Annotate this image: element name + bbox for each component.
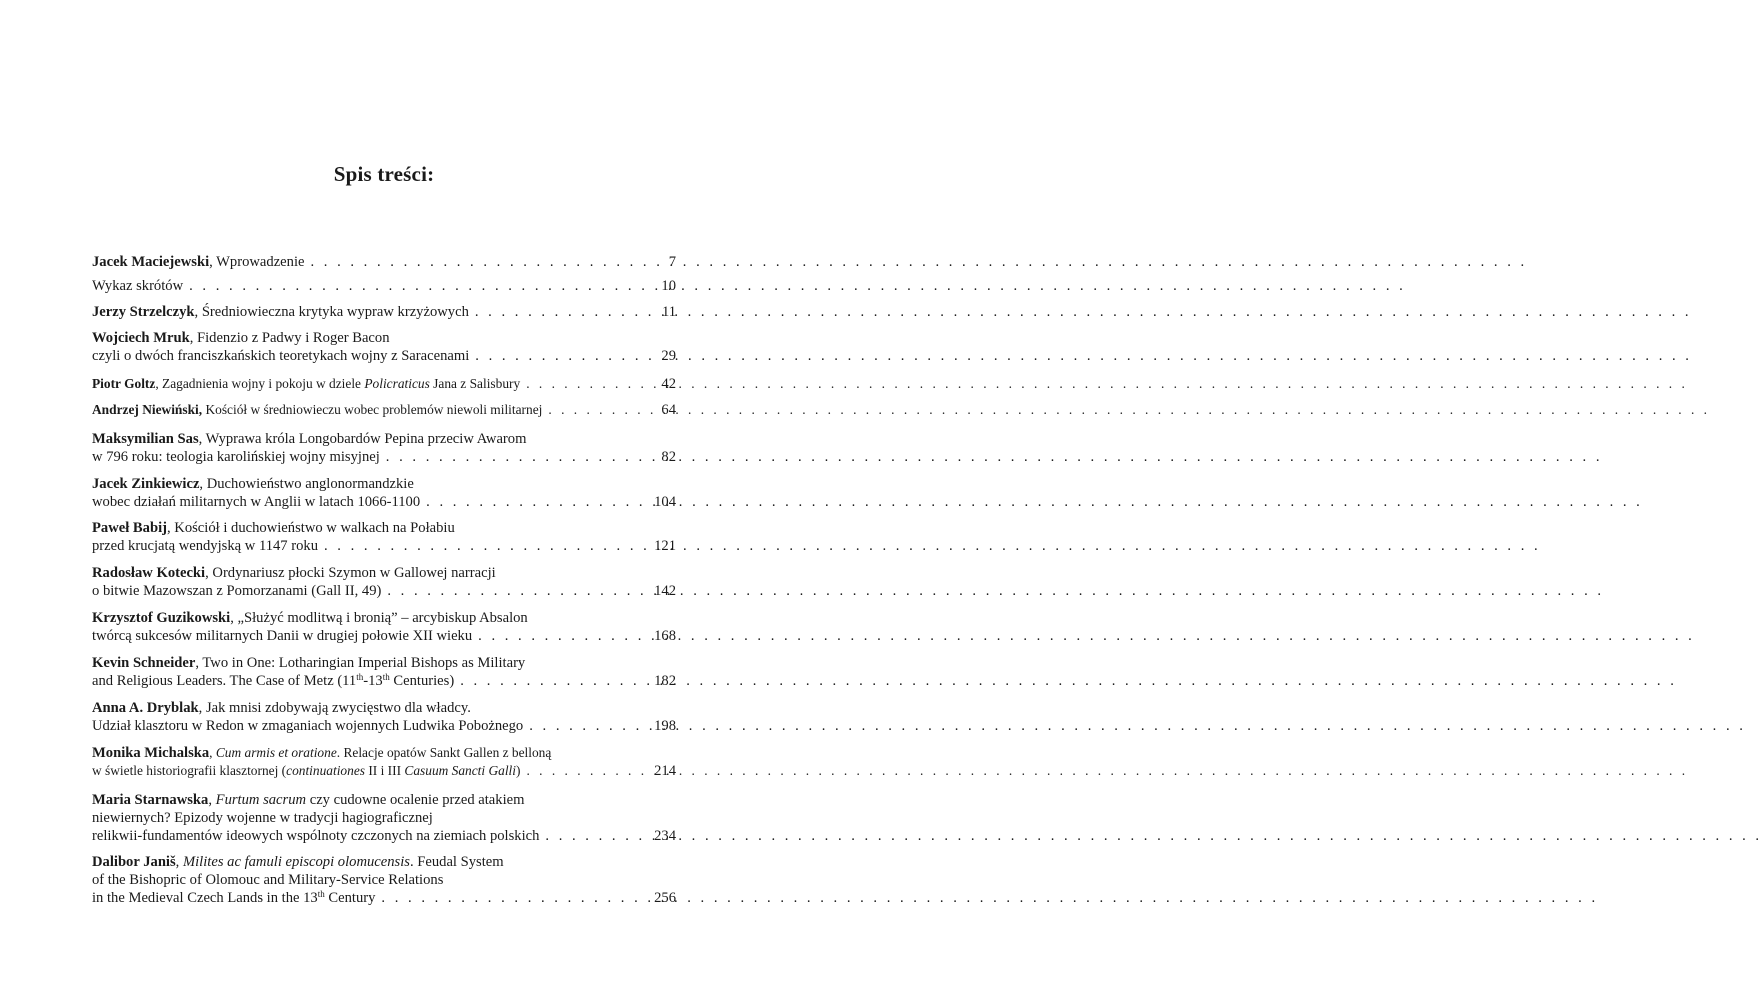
toc-entry: Krzysztof Guzikowski, „Służyć modlitwą i bronią” – arcybiskup Absalon twórcą sukcesów militarnych Danii w drugiej połowie XII wieku . . . 168	[92, 610, 676, 644]
entry-author: Maksymilian Sas	[92, 431, 199, 447]
entry-author: Wojciech Mruk	[92, 330, 190, 346]
toc-entry: Radosław Kotecki, Ordynariusz płocki Szymon w Gallowej narracji o bitwie Mazowszan z Pomorzanami (Gall II, 49) . . . 142	[92, 565, 676, 599]
toc-entry: Maria Starnawska, Furtum sacrum czy cudowne ocalenie przed atakiem niewiernych? Epizody wojenne w tradycji hagiograficznej relikwii-fundamentów ideowych wspólnoty czczonych na ziemiach polskich . . . 234	[92, 792, 676, 844]
entry-page-number: 10	[661, 278, 676, 294]
entry-author: Dalibor Janiš	[92, 854, 176, 870]
entry-author: Piotr Goltz	[92, 376, 156, 391]
toc-entry	[92, 330, 676, 364]
dot-leader	[381, 890, 622, 906]
entry-author: Jacek Maciejewski	[92, 254, 210, 270]
entry-author: Jacek Zinkiewicz	[92, 476, 200, 492]
entry-author: Monika Michalska	[92, 745, 210, 761]
entry-page-number: 104	[654, 494, 676, 510]
entry-title: , Średniowieczna krytyka wypraw krzyżowych	[194, 304, 469, 320]
entry-author: Kevin Schneider	[92, 655, 196, 671]
entry-page-number: 214	[654, 763, 676, 779]
entry-title: Wykaz skrótów	[92, 278, 184, 294]
entry-author: Krzysztof Guzikowski	[92, 610, 231, 626]
entry-page-number: 168	[654, 628, 676, 644]
entry-author: Radosław Kotecki	[92, 565, 206, 581]
entry-page-number: 82	[661, 449, 676, 465]
dot-leader	[478, 628, 622, 644]
entry-page-number: 142	[654, 583, 676, 599]
dot-leader	[189, 278, 622, 294]
dot-leader	[529, 718, 622, 734]
toc-entry: Piotr Goltz, Zagadnienia wojny i pokoju w dziele Policraticus Jana z Salisbury . . . 42	[92, 376, 676, 392]
entry-author: Maria Starnawska	[92, 792, 209, 808]
dot-leader	[475, 304, 622, 320]
entry-page-number: 64	[661, 402, 676, 418]
entry-title: Kościół w średniowieczu wobec problemów niewoli militarnej	[202, 402, 543, 417]
entry-author: Paweł Babij	[92, 520, 167, 536]
entry-page-number: 29	[661, 348, 676, 364]
dot-leader	[545, 828, 622, 844]
dot-leader	[548, 402, 622, 418]
dot-leader	[324, 538, 622, 554]
toc-entry: Kevin Schneider, Two in One: Lotharingian Imperial Bishops as Military and Religious Leaders. The Case of Metz (11th-13th Centuries) . . . 182	[92, 655, 676, 689]
dot-leader	[310, 254, 622, 270]
entry-author: Andrzej Niewiński,	[92, 402, 203, 417]
toc-page	[0, 0, 768, 994]
entry-page-number: 256	[654, 890, 676, 906]
toc-entry	[92, 304, 676, 320]
toc-entry: Anna A. Dryblak, Jak mnisi zdobywają zwycięstwo dla władcy. Udział klasztoru w Redon w zmaganiach wojennych Ludwika Pobożnego . . . 198	[92, 700, 676, 734]
toc-entry: Dalibor Janiš, Milites ac famuli episcopi olomucensis. Feudal System of the Bishopric of Olomouc and Military-Service Relations in the Medieval Czech Lands in the 13th Century . . . 256	[92, 854, 676, 906]
toc-entry	[92, 402, 676, 418]
entry-title: , Wprowadzenie	[209, 254, 305, 270]
toc-entry	[92, 254, 676, 270]
entry-page-number: 42	[661, 376, 676, 392]
dot-leader	[475, 348, 622, 364]
entry-author: Anna A. Dryblak	[92, 700, 199, 716]
dot-leader	[460, 673, 622, 689]
toc-entry: Maksymilian Sas, Wyprawa króla Longobardów Pepina przeciw Awarom w 796 roku: teologia karolińskiej wojny misyjnej . . . 82	[92, 431, 676, 465]
toc-entry: Jacek Zinkiewicz, Duchowieństwo anglonormandzkie wobec działań militarnych w Anglii w latach 1066-1100 . . . 104	[92, 476, 676, 510]
dot-leader	[387, 583, 622, 599]
page-title: Spis treści:	[333, 162, 435, 186]
entry-page-number: 198	[654, 718, 676, 734]
dot-leader	[386, 449, 622, 465]
toc-entry	[92, 278, 676, 294]
entry-title: , Fidenzio z Padwy i Roger Bacon	[189, 330, 390, 346]
entry-page-number: 11	[661, 304, 676, 320]
toc-entry: Paweł Babij, Kościół i duchowieństwo w walkach na Połabiu przed krucjatą wendyjską w 1147 roku . . . 121	[92, 520, 676, 554]
dot-leader	[526, 376, 622, 392]
entry-page-number: 234	[654, 828, 676, 844]
entry-author: Jerzy Strzelczyk	[92, 304, 195, 320]
dot-leader	[526, 763, 622, 779]
entry-page-number: 7	[668, 254, 676, 270]
entry-page-number: 121	[654, 538, 676, 554]
entry-page-number: 182	[654, 673, 676, 689]
toc-entry: Monika Michalska, Cum armis et oratione. Relacje opatów Sankt Gallen z belloną w świetle historiografii klasztornej (continuationes II i III Casuum Sancti Galli) . . . 214	[92, 745, 676, 779]
entry-title-cont: czyli o dwóch franciszkańskich teoretykach wojny z Saracenami	[92, 348, 470, 364]
dot-leader	[426, 494, 622, 510]
